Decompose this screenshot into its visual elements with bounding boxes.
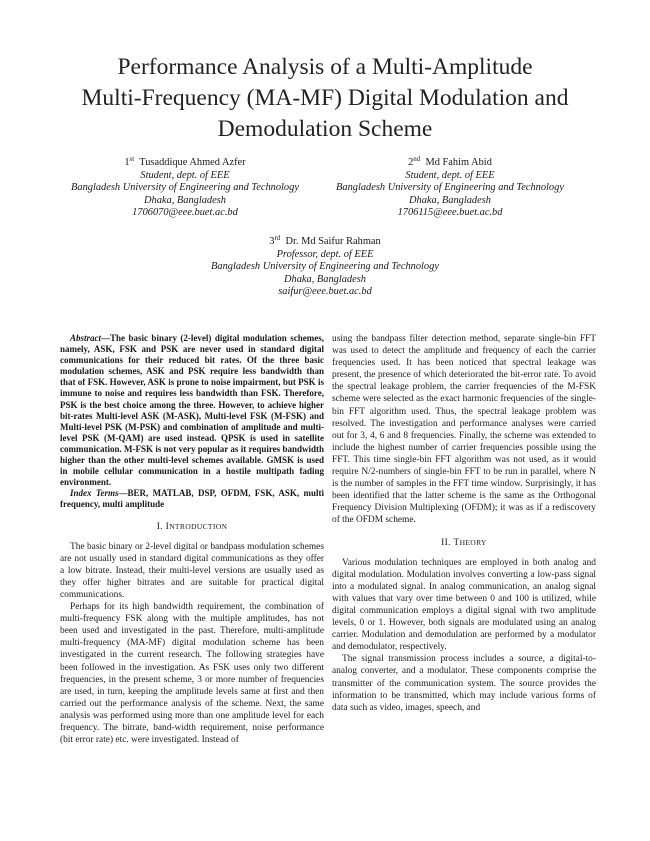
author-email[interactable]: saifur@eee.buet.ac.bd: [278, 286, 372, 298]
author-university: Bangladesh University of Engineering and Technology: [71, 182, 299, 194]
author-city: Dhaka, Bangladesh: [409, 194, 491, 206]
theory-paragraph-1: Various modulation techniques are employed in both analog and digital modulation. Modulation involves converting a low-pass signal into a modulated signal. In analog communication, an analog signal with values that vary over time between 0 and 100 is utilized, while digital communication employs a digital signal with two amplitude levels, 0 or 1. However, both signals are modulated using an analog carrier. Modulation and demodulation are performed by a modulator and demodulator, respectively.: [332, 557, 596, 653]
author-name: Md Fahim Abid: [425, 157, 492, 168]
title-line-2: Multi-Frequency (MA-MF) Digital Modulation and: [81, 85, 569, 111]
right-column: [332, 333, 596, 714]
section-heading-introduction: I. INTRODUCTION: [156, 520, 228, 532]
author-position: Student, dept. of EEE: [140, 169, 230, 181]
author-name-line: 1st Tusaddique Ahmed Azfer: [124, 155, 246, 168]
intro-paragraph-2: Perhaps for its high bandwidth requirement, the combination of multi-frequency FSK along with the multiple amplitudes, has not been used and investigated in the past. Therefore, multi-amplitude multi-frequency (MA-MF) digital modulation scheme has been investigated in the current research. The following strategies have been followed in the investigation. As FSK uses only two different frequencies, in the present scheme, 3 or more number of frequencies are used, in turn, keeping the amplitude levels same at first and then carried out the performance analysis of the scheme. Next, the same analysis was performed using more than one amplitude level for each frequency. The bitrate, band-width requirement, noise performance (bit error rate) etc. were investigated. Instead of: [60, 602, 324, 746]
paper-title: [40, 52, 610, 145]
abstract-lead: Abstract: [70, 333, 102, 343]
intro-paragraph-1: The basic binary or 2-level digital or bandpass modulation schemes are not usually used in standard digital communications as they offer a low bitrate. Instead, their multi-level versions are usually used as they offer higher bitrates and are suitable for practical digital communications.: [60, 541, 324, 600]
section-heading-theory: II. THEORY: [441, 536, 487, 548]
author-email[interactable]: 1706070@eee.buet.ac.bd: [132, 207, 238, 219]
author-name: Tusaddique Ahmed Azfer: [139, 157, 246, 168]
author-block-1: [40, 157, 330, 220]
title-line-1: Performance Analysis of a Multi-Amplitude: [117, 54, 533, 80]
author-university: Bangladesh University of Engineering and Technology: [336, 182, 564, 194]
author-city: Dhaka, Bangladesh: [144, 194, 226, 206]
intro-paragraph-continued: using the bandpass filter detection method, separate single-bin FFT was used to detect the amplitude and frequency of each the carrier frequencies used. It has been noticed that spectral leakage was present, the presence of which deteriorated the bit-error rate. To avoid the spectral leakage problem, the carrier frequencies of the M-FSK scheme were selected as the exact harmonic frequencies of the single-bin FFT algorithm used. Thus, the spectral leakage problem was resolved. The investigation and performance analyses were carried out for 3, 4, 6 and 8 frequencies. Finally, the scheme was extended to include the highest number of carrier frequencies possible using the FFT. This time single-bin FFT algorithm was not used, as it would require N/2-numbers of single-bin FFT to be run in parallel, where N is the number of samples in the FFT time window. Surprisingly, it has been identified that the latter scheme is the same as the Orthogonal Frequency Division Multiplexing (OFDM); it was as if a rediscovery of the OFDM scheme.: [332, 334, 596, 526]
author-university: Bangladesh University of Engineering and Technology: [211, 261, 439, 273]
author-position: Student, dept. of EEE: [405, 169, 495, 181]
abstract: [60, 333, 324, 488]
index-terms-text: —BER, MATLAB, DSP, OFDM, FSK, ASK, multi frequency, multi amplitude: [60, 488, 324, 510]
author-position: Professor, dept. of EEE: [276, 248, 374, 260]
author-block-3: [180, 236, 470, 299]
author-email[interactable]: 1706115@eee.buet.ac.bd: [397, 207, 503, 219]
index-terms-lead: Index Terms: [70, 488, 119, 499]
author-name-line: 2nd Md Fahim Abid: [408, 155, 492, 168]
theory-paragraph-2: The signal transmission process includes a source, a digital-to-analog converter, and a modulator. These components comprise the transmitter of the communication system. The source provides the information to be transmitted, which may include various forms of data such as video, images, speech, and: [332, 654, 596, 713]
author-block-2: [305, 157, 595, 220]
left-column: [60, 333, 324, 746]
author-name: Dr. Md Saifur Rahman: [285, 236, 381, 247]
title-line-3: Demodulation Scheme: [217, 116, 433, 142]
index-terms: [60, 488, 324, 510]
abstract-text: —The basic binary (2-level) digital modulation schemes, namely, ASK, FSK and PSK are never used in standard digital communications for their reduced bit rates. Of the three basic modulation schemes, ASK and PSK require less bandwidth than that of FSK. However, ASK is prone to noise impairment, but PSK is immune to noise and requires less bandwidth than FSK. Therefore, PSK is the best choice among the three. However, to achieve higher bit-rates Multi-level ASK (M-ASK), Multi-level FSK (M-FSK) and Multi-level PSK (M-PSK) and combination of amplitude and multi-level PSK (M-QAM) are used instead. QPSK is used in satellite communication. M-FSK is not very popular as it requires bandwidth higher than the other multi-level schemes available. GMSK is used in mobile cellular communication in a hostile multipath fading environment.: [60, 333, 324, 488]
author-name-line: 3rd Dr. Md Saifur Rahman: [269, 234, 381, 247]
author-city: Dhaka, Bangladesh: [284, 273, 366, 285]
